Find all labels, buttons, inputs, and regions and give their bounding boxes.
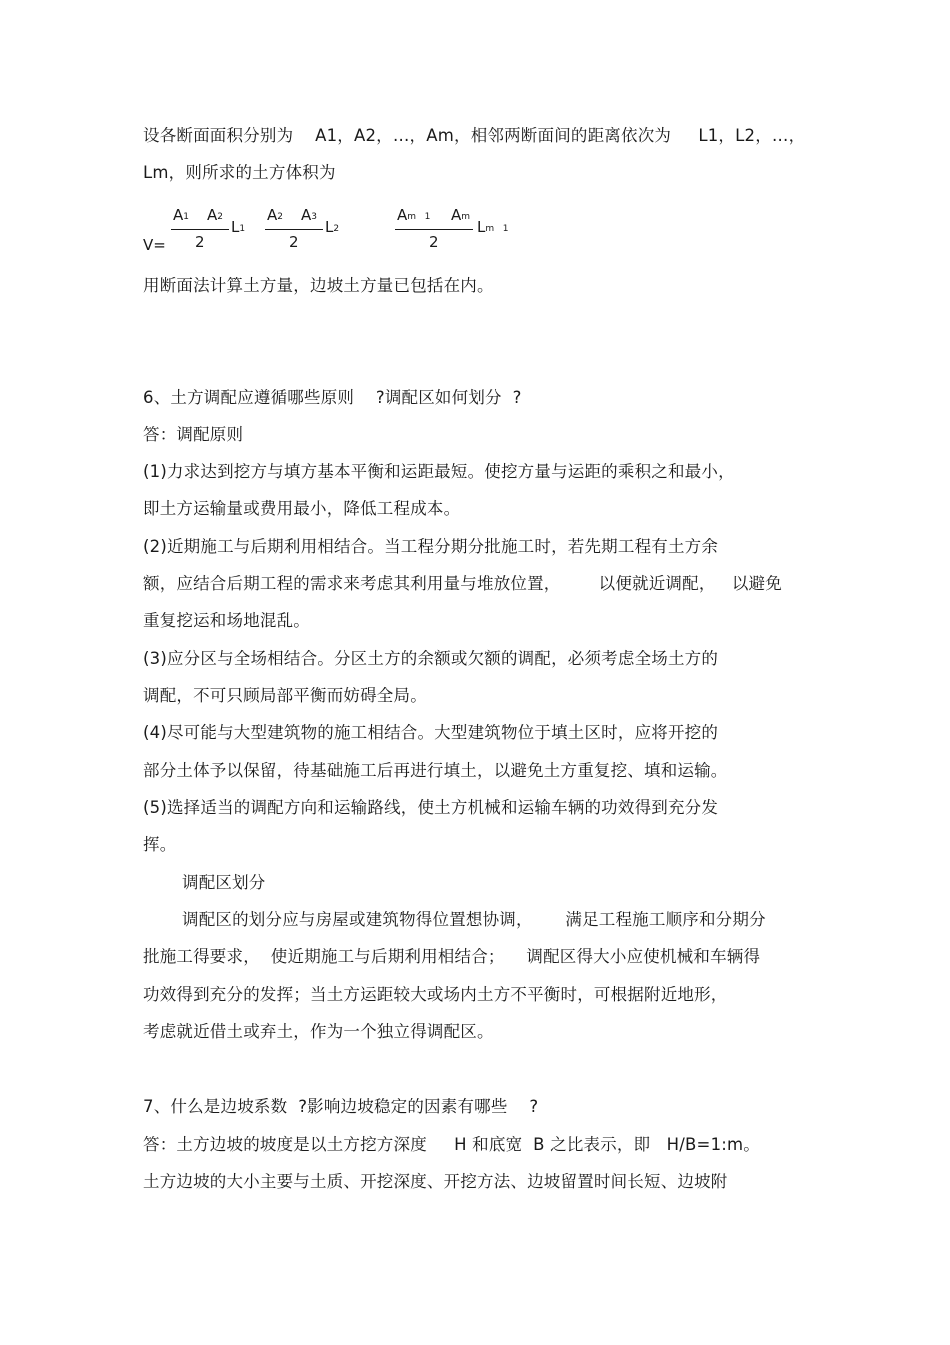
text-line: (4)尽可能与大型建筑物的施工相结合。大型建筑物位于填土区时，应将开挖的 [143,723,719,742]
text-line: 答：土方边坡的坡度是以土方挖方深度 H 和底宽 B 之比表示，即 H/B=1:m。 [143,1135,761,1154]
text-line: 挥。 [143,835,177,854]
formula-lhs: V= [143,236,166,254]
text-line: 重复挖运和场地混乱。 [143,611,310,630]
text-line: 部分土体予以保留，待基础施工后再进行填土，以避免土方重复挖、填和运输。 [143,761,728,780]
text-line: (2)近期施工与后期利用相结合。当工程分期分批施工时，若先期工程有土方余 [143,537,719,556]
text-line: (5)选择适当的调配方向和运输路线，使土方机械和运输车辆的功效得到充分发 [143,798,719,817]
text-line: 土方边坡的大小主要与土质、开挖深度、开挖方法、边坡留置时间长短、边坡附 [143,1172,728,1191]
answer-heading: 答：调配原则 [143,425,244,444]
text-line: Lm，则所求的土方体积为 [143,163,336,182]
text-line: 功效得到充分的发挥；当土方运距较大或场内土方不平衡时，可根据附近地形， [143,985,728,1004]
text-line: 额，应结合后期工程的需求来考虑其利用量与堆放位置， 以便就近调配， 以避免 [143,574,782,593]
text-line: (3)应分区与全场相结合。分区土方的余额或欠额的调配，必须考虑全场土方的 [143,649,719,668]
text-line: 即土方运输量或费用最小，降低工程成本。 [143,499,461,518]
question-7: 7、什么是边坡系数 ?影响边坡稳定的因素有哪些 ? [143,1097,539,1116]
text-line: (1)力求达到挖方与填方基本平衡和运距最短。使挖方量与运距的乘积之和最小， [143,462,735,481]
text-line: 批施工得要求， 使近期施工与后期利用相结合； 调配区得大小应使机械和车辆得 [143,947,761,966]
text-line: 用断面法计算土方量，边坡土方量已包括在内。 [143,276,494,295]
question-6: 6、土方调配应遵循哪些原则 ?调配区如何划分 ? [143,388,522,407]
text-line: 调配区的划分应与房屋或建筑物得位置想协调， 满足工程施工顺序和分期分 [182,910,766,929]
text-line: 调配，不可只顾局部平衡而妨碍全局。 [143,686,427,705]
volume-formula: V= A1 A2 2 L1 A2 A3 2 L2 Am 1 Am 2 Lm 1 [143,206,509,254]
section-heading: 调配区划分 [182,873,266,892]
text-line: 考虑就近借土或弃土，作为一个独立得调配区。 [143,1022,494,1041]
text-line: 设各断面面积分别为 A1，A2，…，Am，相邻两断面间的距离依次为 L1，L2，…， [143,126,806,145]
